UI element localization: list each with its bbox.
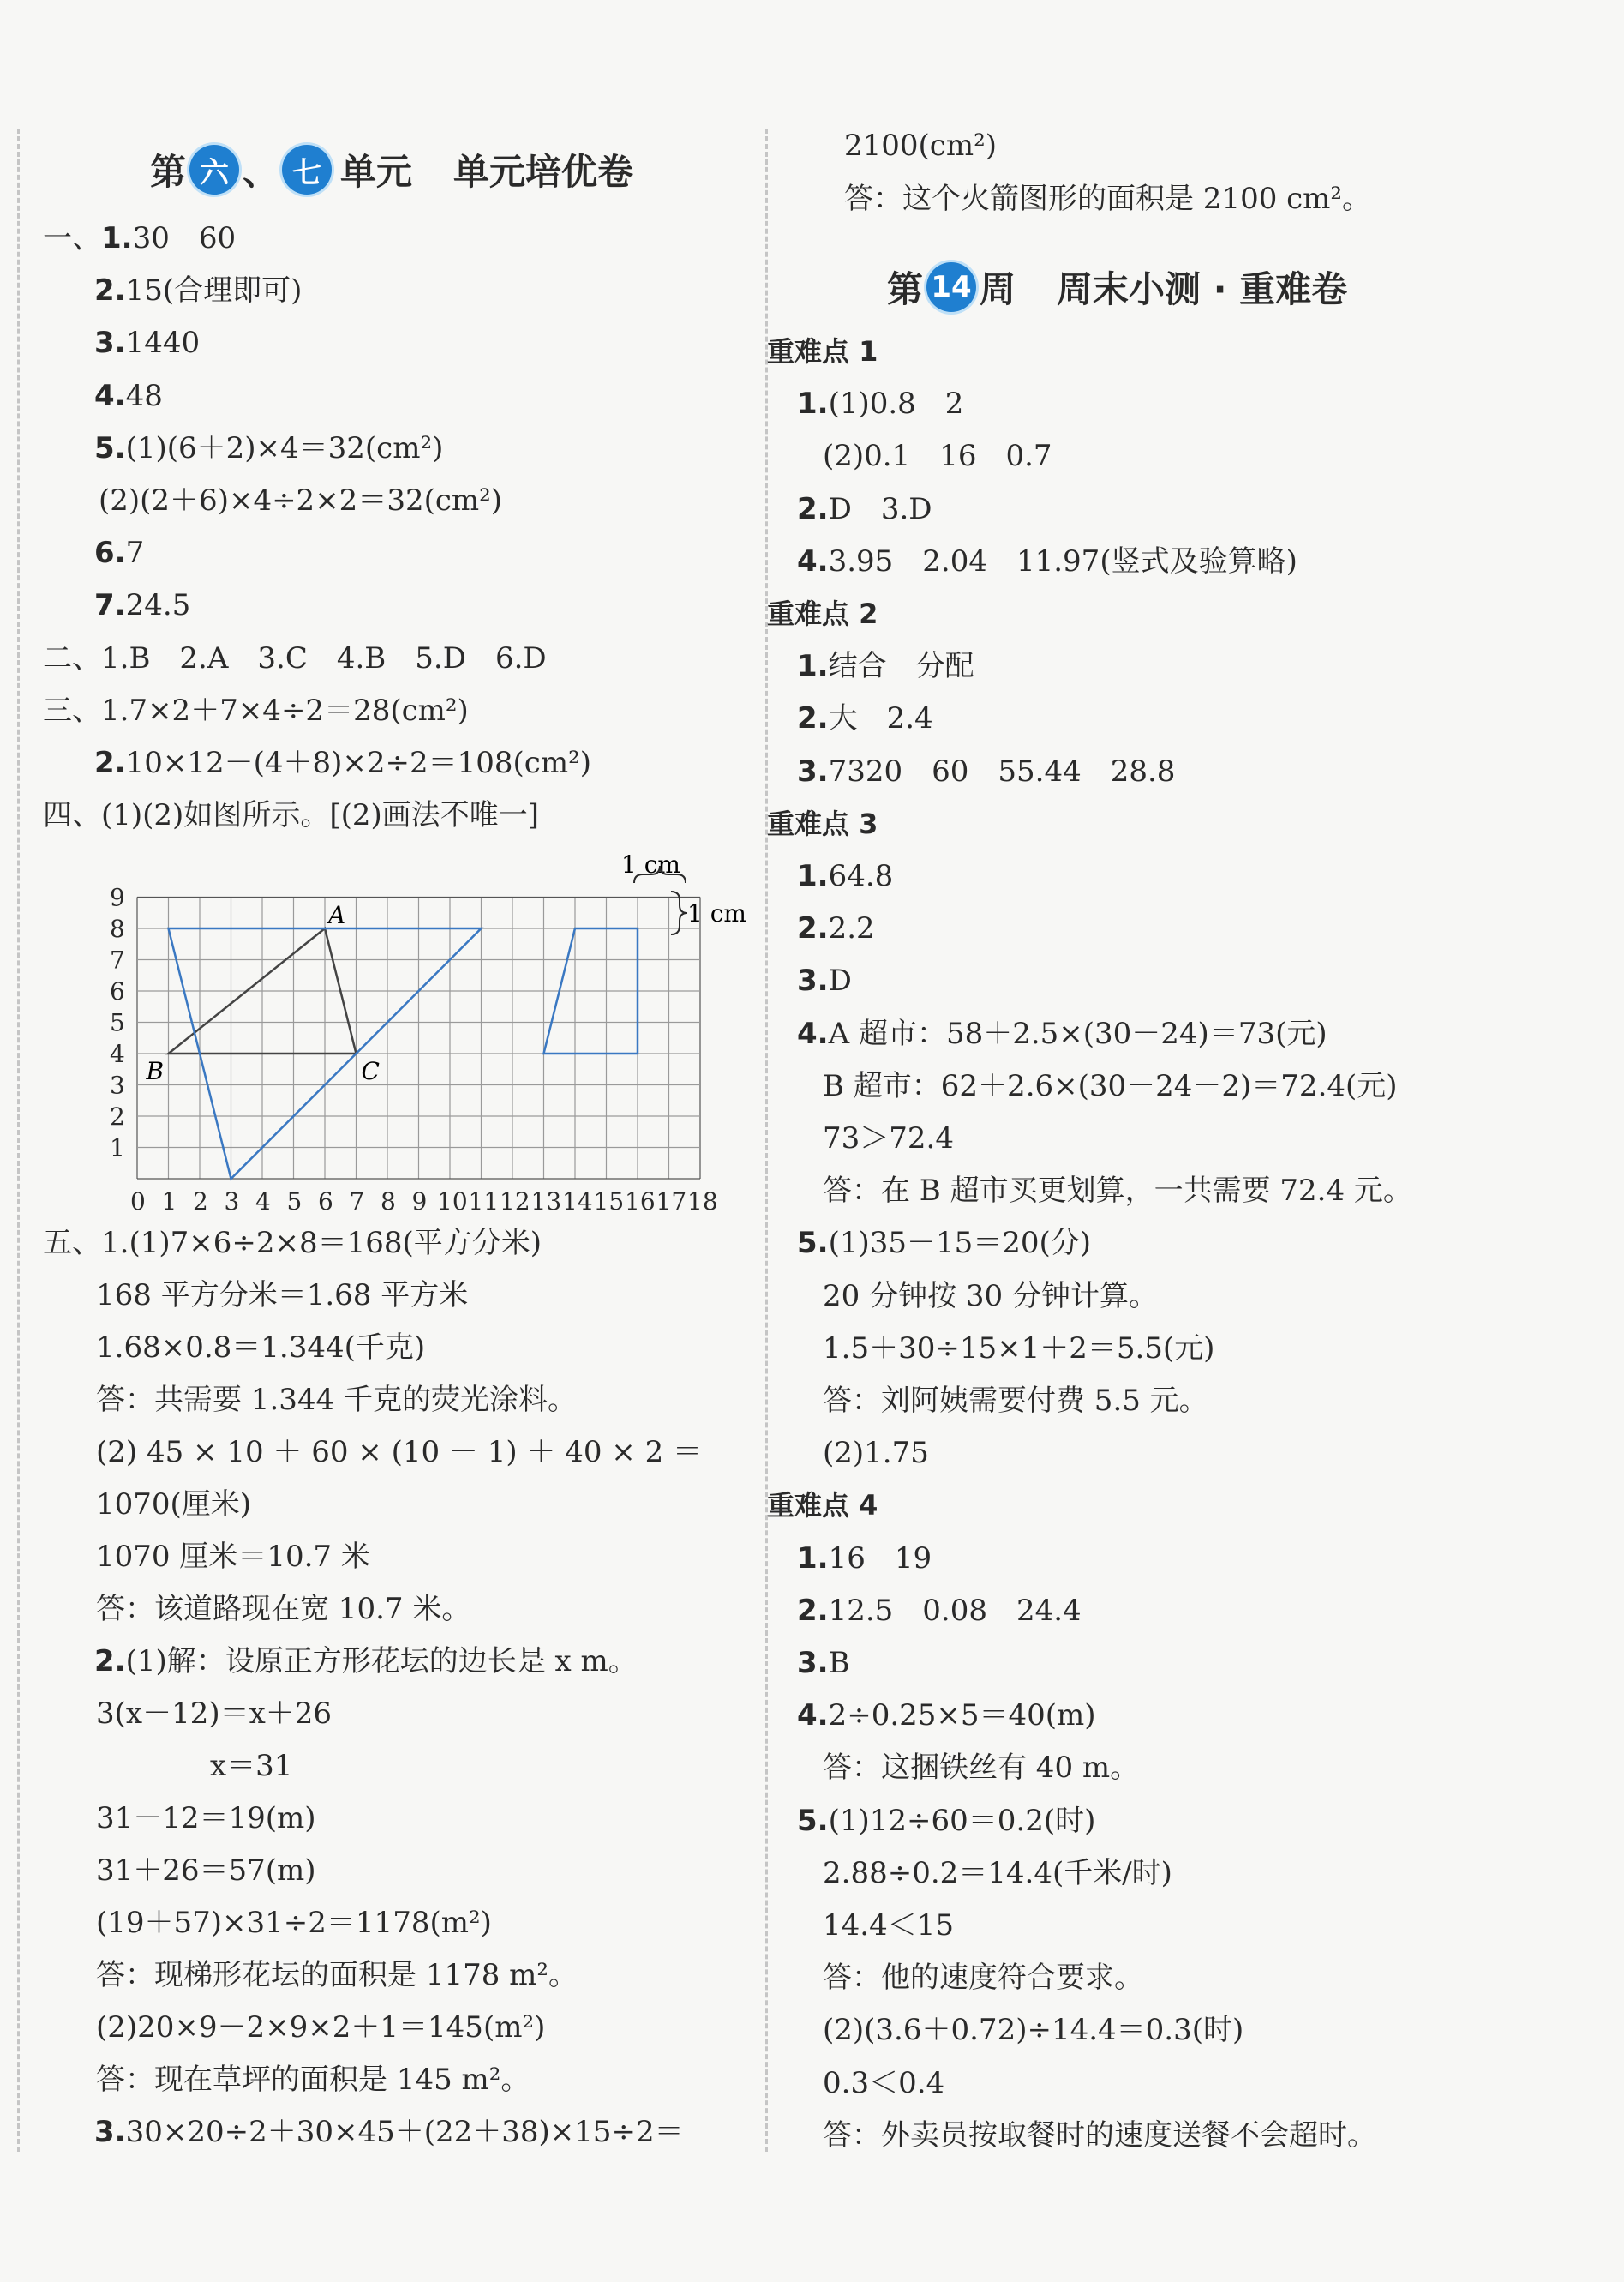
item-number: 6.: [94, 536, 126, 571]
answer-text: (1)12÷60＝0.2(时): [828, 1803, 1096, 1838]
section-heading: 重难点 2: [767, 598, 878, 630]
answer-text: 3.95 2.04 11.97(竖式及验算略): [828, 543, 1297, 579]
left-line: [94, 588, 190, 622]
left-line: [94, 431, 443, 465]
left-line: [96, 1696, 332, 1731]
item-number: 1.: [797, 859, 829, 893]
answer-text: 结合 分配: [828, 649, 974, 684]
item-number: 1.: [101, 221, 133, 255]
answer-text: (1)35－15＝20(分): [828, 1226, 1092, 1261]
right-line: [823, 2013, 1243, 2047]
y-tick-label: 1: [110, 1133, 125, 1162]
answer-text: 答：在 B 超市买更划算，一共需要 72.4 元。: [823, 1174, 1412, 1209]
y-tick-label: 5: [110, 1008, 125, 1037]
item-number: 7.: [94, 588, 126, 623]
rocket-area-answer: 答：这个火箭图形的面积是 2100 cm²。: [844, 182, 1372, 216]
answer-text: 1.68×0.8＝1.344(千克): [96, 1330, 426, 1365]
answer-text: 答：外卖员按取餐时的速度送餐不会超时。: [823, 2117, 1376, 2153]
answer-text: B: [828, 1646, 850, 1680]
right-line: [823, 1856, 1172, 1890]
x-tick-label: 17: [656, 1187, 687, 1216]
answer-text: 31－12＝19(m): [96, 1801, 316, 1835]
right-line: [797, 859, 893, 893]
left-line: [94, 536, 144, 570]
right-line: [767, 1488, 878, 1522]
right-line: [797, 1017, 1327, 1051]
title-name-right: 周末小测 · 重难卷: [1057, 268, 1348, 310]
x-tick-label: 12: [500, 1187, 530, 1216]
y-tick-label: 3: [110, 1071, 125, 1100]
right-line: [797, 1541, 932, 1576]
answer-text: 16 19: [828, 1540, 932, 1576]
answer-text: 1.B 2.A 3.C 4.B 5.D 6.D: [101, 640, 547, 676]
tick-labels: [110, 884, 718, 1216]
item-number: 3.: [797, 964, 829, 999]
answer-text: 大 2.4: [828, 701, 933, 736]
title-sep: 、: [243, 151, 279, 193]
left-line: [96, 1330, 425, 1365]
right-line: [823, 2066, 944, 2100]
right-line: [823, 1069, 1398, 1103]
right-line: [823, 1121, 954, 1156]
item-number: 3.: [94, 2115, 126, 2149]
left-line: [94, 273, 302, 308]
answer-text: 30 60: [132, 221, 237, 255]
item-number: 2.: [797, 911, 829, 946]
item-number: 1.: [797, 1540, 829, 1576]
item-number: 5.: [797, 1803, 829, 1838]
item-number: 2.: [94, 273, 126, 309]
answer-text: A 超市：58＋2.5×(30－24)＝73(元): [828, 1016, 1327, 1051]
answer-text: 7320 60 55.44 28.8: [828, 754, 1176, 789]
unit-badge-6: 六: [189, 145, 239, 195]
left-line: [43, 221, 236, 255]
answer-text: 2÷0.25×5＝40(m): [828, 1698, 1096, 1733]
left-line: [96, 1853, 316, 1888]
right-line: [823, 1331, 1214, 1366]
left-section-title: [150, 144, 633, 195]
x-tick-label: 16: [625, 1187, 656, 1216]
answer-text: 168 平方分米＝1.68 平方米: [96, 1278, 469, 1312]
answer-text: 答：现在草坪的面积是 145 m²。: [96, 2063, 530, 2097]
answer-text: D: [828, 964, 852, 999]
left-line: [96, 1487, 251, 1522]
right-line: [823, 1961, 1143, 1995]
left-line: [43, 1226, 542, 1260]
right-line: [823, 1174, 1412, 1208]
left-line: [94, 326, 200, 360]
left-line: [210, 1749, 292, 1783]
answer-text: 7: [125, 536, 145, 571]
answer-text: 2.2: [828, 911, 875, 946]
left-line: [96, 1278, 468, 1312]
answer-text: 12.5 0.08 24.4: [828, 1593, 1082, 1628]
point-label-b: B: [146, 1057, 165, 1085]
x-tick-label: 8: [381, 1187, 396, 1216]
answer-text: 1.5＋30÷15×1＋2＝5.5(元): [823, 1330, 1215, 1366]
item-number: 2.: [797, 491, 829, 526]
answer-text: 30×20÷2＋30×45＋(22＋38)×15÷2＝: [125, 2115, 684, 2149]
title-week: 周: [980, 268, 1016, 310]
grid-svg: [69, 849, 746, 1217]
answer-text: (2)1.75: [823, 1436, 929, 1471]
item-number: 4.: [797, 1698, 829, 1733]
left-line: [43, 798, 539, 832]
right-line: [823, 1384, 1208, 1418]
answer-text: (1)(6＋2)×4＝32(cm²): [125, 430, 444, 465]
right-line: [797, 544, 1297, 579]
rocket-area-result: 2100(cm²): [844, 129, 997, 163]
right-line: [797, 1804, 1095, 1838]
x-tick-label: 13: [530, 1187, 562, 1216]
item-number: 1.: [797, 649, 829, 684]
x-tick-label: 0: [130, 1187, 146, 1216]
part-marker: 一、: [43, 221, 101, 255]
item-number: 3.: [797, 754, 829, 789]
item-number: 5.: [797, 1226, 829, 1261]
unit-label-y: 1 cm: [687, 899, 746, 928]
answer-text: 答：共需要 1.344 千克的荧光涂料。: [96, 1383, 577, 1417]
x-tick-label: 9: [411, 1187, 428, 1216]
answer-text: x＝31: [210, 1749, 293, 1783]
x-tick-label: 11: [468, 1187, 500, 1216]
left-line: [94, 379, 163, 413]
x-tick-label: 18: [687, 1187, 718, 1216]
right-line: [797, 387, 963, 421]
y-tick-label: 8: [110, 915, 125, 943]
left-line: [96, 1958, 578, 1992]
y-tick-label: 2: [110, 1102, 125, 1131]
x-tick-label: 4: [255, 1187, 271, 1216]
x-tick-label: 14: [562, 1187, 593, 1216]
left-line: [96, 2063, 530, 2097]
answer-text: 2.88÷0.2＝14.4(千米/时): [823, 1855, 1172, 1890]
x-tick-label: 3: [224, 1187, 240, 1216]
answer-text: (19＋57)×31÷2＝1178(m²): [96, 1906, 492, 1940]
answer-text: 48: [125, 378, 163, 413]
part-marker: 五、: [43, 1226, 101, 1260]
item-number: 3.: [797, 1646, 829, 1680]
answer-text: 1070(厘米): [96, 1487, 252, 1522]
item-number: 4.: [94, 378, 126, 413]
left-line: [43, 694, 469, 728]
answer-text: D 3.D: [828, 491, 932, 526]
right-line: [797, 1698, 1096, 1733]
right-line: [823, 1279, 1158, 1313]
answer-text: (1)(2)如图所示。[(2)画法不唯一]: [101, 798, 540, 833]
right-line: [767, 334, 878, 369]
answer-text: (2)20×9－2×9×2＋1＝145(m²): [96, 2010, 546, 2045]
point-label-a: A: [328, 901, 346, 929]
x-tick-label: 7: [349, 1187, 365, 1216]
answer-text: 1.(1)7×6÷2×8＝168(平方分米): [101, 1226, 542, 1260]
left-line: [96, 1540, 370, 1574]
answer-text: B 超市：62＋2.6×(30－24－2)＝72.4(元): [823, 1068, 1398, 1103]
answer-text: (2)0.1 16 0.7: [823, 439, 1052, 474]
answer-text: 1070 厘米＝10.7 米: [96, 1540, 370, 1574]
answer-text: 73＞72.4: [823, 1121, 954, 1156]
section-heading: 重难点 4: [767, 1489, 878, 1522]
answer-text: 答：该道路现在宽 10.7 米。: [96, 1592, 471, 1626]
answer-text: (2)(3.6＋0.72)÷14.4＝0.3(时): [823, 2013, 1244, 2048]
title-prefix: 第: [150, 151, 187, 193]
answer-text: 答：现梯形花坛的面积是 1178 m²。: [96, 1958, 578, 1992]
part-marker: 二、: [43, 640, 101, 676]
left-line: [99, 483, 502, 518]
unit-label-x: 1 cm: [621, 850, 680, 879]
item-number: 2.: [94, 746, 126, 780]
y-tick-label: 6: [110, 977, 125, 1006]
right-section-title: [887, 261, 1347, 313]
item-number: 3.: [94, 326, 126, 361]
item-number: 5.: [94, 430, 126, 465]
x-tick-label: 15: [593, 1187, 625, 1216]
answer-text: 答：他的速度符合要求。: [823, 1961, 1143, 1996]
right-line: [797, 649, 974, 683]
x-tick-label: 2: [193, 1187, 208, 1216]
section-heading: 重难点 3: [767, 807, 878, 840]
right-line: [797, 964, 852, 998]
left-line: [96, 2010, 545, 2045]
unit-badge-7: 七: [282, 145, 332, 195]
y-tick-label: 7: [110, 946, 125, 975]
right-line: [797, 1646, 850, 1680]
point-label-c: C: [361, 1057, 380, 1085]
item-number: 2.: [797, 1593, 829, 1628]
item-number: 2.: [94, 1644, 126, 1678]
title-prefix-right: 第: [887, 268, 924, 310]
item-number: 4.: [797, 1016, 829, 1051]
part-marker: 三、: [43, 693, 101, 728]
left-line: [94, 1644, 638, 1678]
item-number: 4.: [797, 543, 829, 579]
right-line: [797, 1594, 1082, 1628]
answer-text: 64.8: [828, 859, 894, 893]
section-heading: 重难点 1: [767, 335, 878, 368]
answer-text: (1)0.8 2: [828, 387, 964, 422]
left-line: [96, 1383, 577, 1417]
left-line: [94, 746, 591, 780]
x-tick-label: 5: [286, 1187, 303, 1216]
answer-text: 31＋26＝57(m): [96, 1853, 316, 1888]
answer-text: 1.7×2＋7×4÷2＝28(cm²): [101, 693, 469, 728]
right-line: [823, 1436, 929, 1470]
answer-text: 答：这捆铁丝有 40 m。: [823, 1751, 1140, 1786]
answer-text: 0.3＜0.4: [823, 2065, 945, 2100]
left-line: [43, 641, 547, 676]
answer-text: 3(x－12)＝x＋26: [96, 1696, 333, 1731]
x-tick-label: 1: [161, 1187, 177, 1216]
y-tick-label: 9: [110, 883, 125, 912]
title-unit: 单元: [340, 151, 413, 193]
part-marker: 四、: [43, 798, 101, 833]
item-number: 1.: [797, 387, 829, 422]
left-line: [96, 1435, 702, 1469]
left-line: [94, 2115, 684, 2149]
answer-text: (2)(2＋6)×4÷2×2＝32(cm²): [99, 483, 503, 518]
right-line: [797, 492, 932, 526]
answer-text: 15(合理即可): [125, 273, 303, 309]
answer-text: 20 分钟按 30 分钟计算。: [823, 1278, 1158, 1313]
right-line: [797, 754, 1175, 789]
left-line: [96, 1906, 492, 1940]
week-badge: 14: [926, 262, 976, 312]
answer-text: (2) 45 × 10 ＋ 60 × (10 － 1) ＋ 40 × 2 ＝: [96, 1435, 703, 1469]
item-number: 2.: [797, 701, 829, 736]
grid-figure: [69, 849, 746, 1221]
column-divider: [765, 129, 768, 2152]
right-line: [767, 807, 878, 841]
title-name: 单元培优卷: [453, 151, 634, 193]
right-line: [797, 1226, 1091, 1260]
left-line: [96, 1801, 316, 1835]
x-tick-label: 10: [437, 1187, 468, 1216]
right-line: [797, 911, 875, 946]
left-line: [96, 1592, 470, 1626]
answer-text: 14.4＜15: [823, 1908, 954, 1943]
x-tick-label: 6: [318, 1187, 333, 1216]
right-line: [797, 701, 933, 736]
grid-lines: [137, 898, 700, 1180]
answer-text: 答：刘阿姨需要付费 5.5 元。: [823, 1384, 1208, 1418]
answer-text: 10×12－(4＋8)×2÷2＝108(cm²): [125, 746, 591, 780]
answer-text: 24.5: [125, 588, 191, 623]
right-line: [823, 1908, 954, 1943]
right-line: [767, 597, 878, 631]
answer-text: (1)解：设原正方形花坛的边长是 x m。: [125, 1644, 638, 1678]
right-line: [823, 1751, 1139, 1785]
y-tick-label: 4: [110, 1040, 125, 1068]
right-line: [823, 2118, 1376, 2153]
left-margin-rule: [17, 129, 20, 2152]
answer-text: 1440: [125, 326, 201, 361]
right-line: [823, 439, 1052, 473]
